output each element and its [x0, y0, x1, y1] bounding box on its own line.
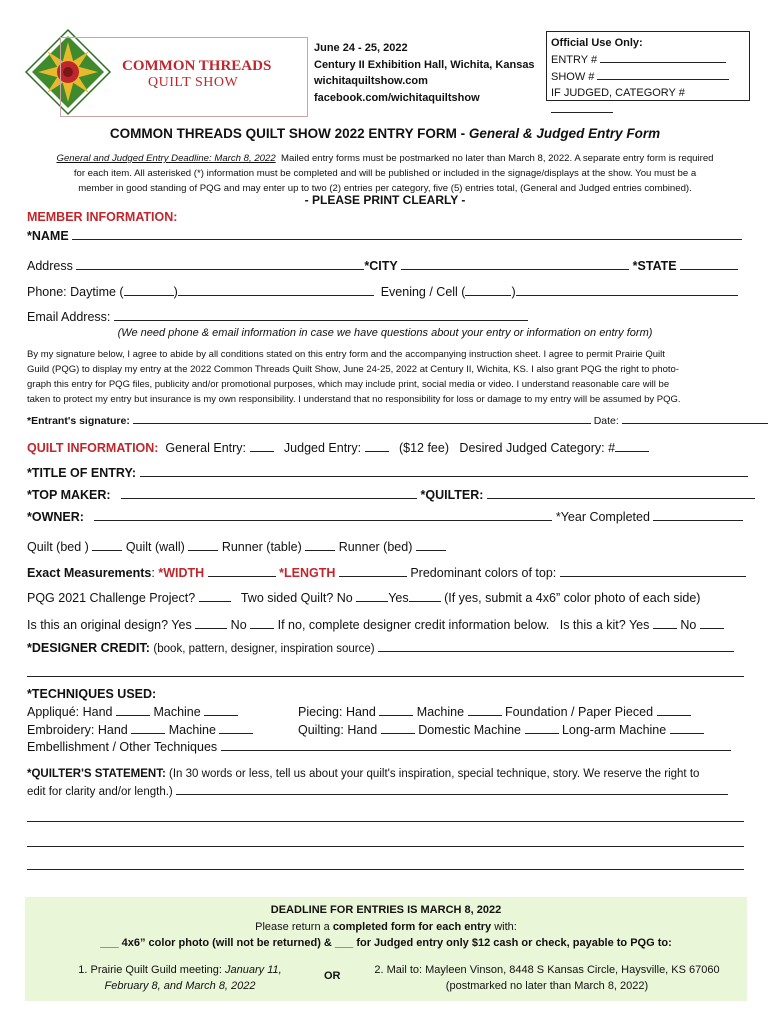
kit-no-field[interactable]: [700, 617, 724, 629]
eve-area-code[interactable]: [465, 284, 511, 296]
name-row: *NAME: [27, 228, 744, 243]
kit-yes-field[interactable]: [653, 617, 677, 629]
official-entry: ENTRY #: [551, 51, 745, 68]
statement-text: *QUILTER'S STATEMENT: (In 30 words or less, tell us about your quilt's inspiration, special technique, story. We reserve the right to edit for clarity and/or length.): [27, 766, 750, 801]
length-field[interactable]: [339, 565, 407, 577]
applique-hand-field[interactable]: [116, 704, 150, 716]
techniques-heading: *TECHNIQUES USED:: [27, 687, 157, 701]
address-row: Address *CITY *STATE: [27, 258, 744, 273]
quilt-info-row: QUILT INFORMATION: General Entry: Judged Entry: ($12 fee) Desired Judged Category: #: [27, 440, 744, 455]
embroidery-machine-field[interactable]: [219, 722, 253, 734]
general-entry-field[interactable]: [250, 440, 274, 452]
runner-table-field[interactable]: [305, 539, 335, 551]
judged-entry-field[interactable]: [365, 440, 389, 452]
year-field[interactable]: [653, 509, 743, 521]
print-clearly: - PLEASE PRINT CLEARLY -: [304, 193, 466, 207]
applique-machine-field[interactable]: [204, 704, 238, 716]
day-phone-field[interactable]: [178, 284, 374, 296]
address-field[interactable]: [76, 258, 364, 270]
agreement-text: By my signature below, I agree to abide by all conditions stated on this entry form and the accompanying instruction sheet. I agree to permit Prairie Quilt Guild (PQG) to display my entry at the 2022 Common Threads Quilt Show, June 24-25, 2022 at Century II, Wichita, KS. I also grant PQG the right to photo- graph this entry for PQG files, publicity and/or promotional purposes, which may include print, social media or video. I understand reasonable care will be taken to protect my entry but insurance is my own responsibility. I understand that no responsibility for loss or damage to my entry will be assumed by PQG.: [27, 349, 681, 405]
original-no-field[interactable]: [250, 617, 274, 629]
quilting-hand-field[interactable]: [381, 722, 415, 734]
statement-line-3[interactable]: [27, 845, 744, 847]
event-venue: Century II Exhibition Hall, Wichita, Kansas: [314, 58, 535, 71]
statement-field[interactable]: [176, 783, 728, 795]
embroidery-hand-field[interactable]: [131, 722, 165, 734]
date-field[interactable]: [622, 412, 768, 424]
title-row: *TITLE OF ENTRY:: [27, 465, 744, 480]
signature-row: *Entrant's signature: Date:: [27, 412, 744, 427]
name-field[interactable]: [72, 228, 742, 240]
measurements-row: Exact Measurements: *WIDTH *LENGTH Predominant colors of top:: [27, 565, 744, 580]
footer-text: [25, 902, 747, 952]
owner-row: *OWNER: *Year Completed: [27, 509, 744, 524]
logo-subtitle: QUILT SHOW: [148, 75, 239, 90]
designer-line-2[interactable]: [27, 675, 744, 677]
intro-text: General and Judged Entry Deadline: March 8, 2022 Mailed entry forms must be postmarked no later than March 8, 2022. A separate entry form is required for each item. All asterisked (*) information must be completed and will be published or included in the signage/displays at the show. You must be a member in good standing of PQG and may enter up to two (2) entries per category, five (5) entries total, (General and Judged entries combined).: [56, 153, 714, 194]
footer-photo: ___ 4x6” color photo (will not be returned) & ___ for Judged entry only $12 cash or check, payable to PQG to:: [100, 937, 672, 949]
runner-bed-field[interactable]: [416, 539, 446, 551]
foundation-field[interactable]: [657, 704, 691, 716]
embellishment-row: Embellishment / Other Techniques: [27, 739, 744, 754]
footer-deadline: DEADLINE FOR ENTRIES IS MARCH 8, 2022: [270, 904, 502, 916]
maker-row: *TOP MAKER: *QUILTER:: [27, 487, 744, 502]
signature-field[interactable]: [133, 412, 591, 424]
footer-option-1: 1. Prairie Quilt Guild meeting: January 11, February 8, and March 8, 2022: [78, 964, 282, 992]
footer-option-2: 2. Mail to: Mayleen Vinson, 8448 S Kansas Circle, Haysville, KS 67060 (postmarked no later than March 8, 2022): [374, 964, 720, 992]
quilter-field[interactable]: [487, 487, 755, 499]
colors-field[interactable]: [560, 565, 746, 577]
type-row: Quilt (bed ) Quilt (wall) Runner (table) Runner (bed): [27, 539, 744, 554]
footer-return: Please return a completed form for each entry with:: [255, 920, 517, 933]
owner-field[interactable]: [94, 509, 552, 521]
width-field[interactable]: [208, 565, 276, 577]
original-row: Is this an original design? Yes No If no, complete designer credit information below. Is this a kit? Yes No: [27, 617, 744, 632]
phone-row: Phone: Daytime ( ) Evening / Cell ( ): [27, 284, 744, 299]
member-heading: MEMBER INFORMATION:: [27, 210, 178, 224]
longarm-field[interactable]: [670, 722, 704, 734]
official-show: SHOW #: [551, 68, 745, 85]
statement-line-4[interactable]: [27, 868, 744, 870]
piecing-machine-field[interactable]: [468, 704, 502, 716]
bed-field[interactable]: [92, 539, 122, 551]
email-row: Email Address:: [27, 309, 744, 324]
techniques-left: Appliqué: Hand Machine Embroidery: Hand Machine: [27, 704, 253, 739]
category-field[interactable]: [615, 440, 649, 452]
day-area-code[interactable]: [124, 284, 174, 296]
wall-field[interactable]: [188, 539, 218, 551]
quilt-heading: QUILT INFORMATION:: [27, 441, 159, 455]
domestic-machine-field[interactable]: [525, 722, 559, 734]
email-field[interactable]: [114, 309, 528, 321]
member-note: (We need phone & email information in case we have questions about your entry or information on entry form): [117, 327, 653, 339]
city-field[interactable]: [401, 258, 629, 270]
footer-or: OR: [324, 970, 341, 982]
logo-title: COMMON THREADS: [122, 58, 272, 74]
designer-row: *DESIGNER CREDIT: (book, pattern, designer, inspiration source): [27, 640, 744, 655]
title-field[interactable]: [140, 465, 748, 477]
piecing-hand-field[interactable]: [379, 704, 413, 716]
form-title: COMMON THREADS QUILT SHOW 2022 ENTRY FORM - General & Judged Entry Form: [109, 126, 661, 141]
event-dates: June 24 - 25, 2022: [314, 42, 408, 54]
event-facebook: facebook.com/wichitaquiltshow: [314, 91, 480, 104]
event-info: [314, 40, 535, 106]
official-judged: IF JUDGED, CATEGORY #: [551, 85, 745, 118]
challenge-field[interactable]: [199, 590, 231, 602]
official-use-box: [546, 31, 750, 101]
statement-line-2[interactable]: [27, 820, 744, 822]
embellishment-field[interactable]: [221, 739, 731, 751]
two-sided-no-field[interactable]: [356, 590, 388, 602]
two-sided-yes-field[interactable]: [409, 590, 441, 602]
eve-phone-field[interactable]: [516, 284, 738, 296]
designer-field[interactable]: [378, 640, 734, 652]
original-yes-field[interactable]: [195, 617, 227, 629]
challenge-row: PQG 2021 Challenge Project? Two sided Quilt? No Yes (If yes, submit a 4x6” color photo of each side): [27, 591, 701, 605]
top-maker-field[interactable]: [121, 487, 417, 499]
official-title: Official Use Only:: [551, 37, 643, 49]
state-field[interactable]: [680, 258, 738, 270]
techniques-right: Piecing: Hand Machine Foundation / Paper Pieced Quilting: Hand Domestic Machine Long-arm Machine: [298, 704, 704, 739]
event-website: wichitaquiltshow.com: [314, 75, 428, 87]
